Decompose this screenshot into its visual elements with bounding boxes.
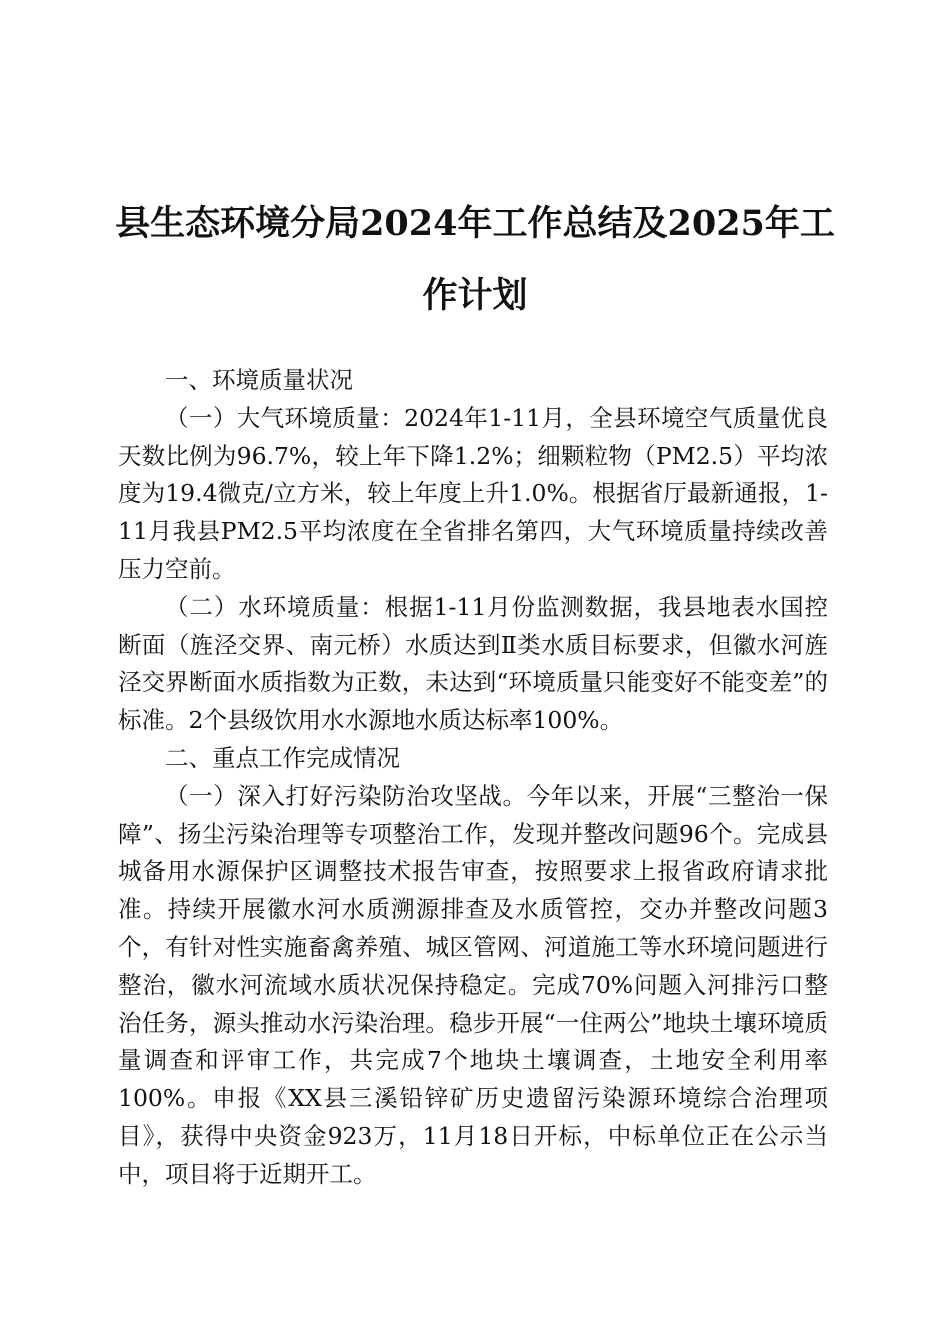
section-heading-key-work: 二、重点工作完成情况 [165,743,400,772]
document-body [118,362,828,1194]
paragraph-water-quality: （二）水环境质量：根据1-11月份监测数据，我县地表水国控断面（旌泾交界、南元桥）水质达到Ⅱ类水质目标要求，但徽水河旌泾交界断面水质指数为正数，未达到“环境质量只能变好不能变差”的标准。2个县级饮用水水源地水质达标率100%。 [118,592,828,735]
paragraph-pollution-prevention: （一）深入打好污染防治攻坚战。今年以来，开展“三整治一保障”、扬尘污染治理等专项整治工作，发现并整改问题96个。完成县城备用水源保护区调整技术报告审查，按照要求上报省政府请求批准。持续开展徽水河水质溯源排查及水质管控，交办并整改问题3个，有针对性实施畜禽养殖、城区管网、河道施工等水环境问题进行整治，徽水河流域水质状况保持稳定。完成70%问题入河排污口整治任务，源头推动水污染治理。稳步开展“一住两公”地块土壤环境质量调查和评审工作，共完成7个地块土壤调查，土地安全利用率100%。申报《XX县三溪铅锌矿历史遗留污染源环境综合治理项目》，获得中央资金923万，11月18日开标，中标单位正在公示当中，项目将于近期开工。 [118,781,828,1188]
document-title: 县生态环境分局2024年工作总结及2025年工作计划 [115,203,835,316]
paragraph-air-quality: （一）大气环境质量：2024年1-11月，全县环境空气质量优良天数比例为96.7%，较上年下降1.2%；细颗粒物（PM2.5）平均浓度为19.4微克/立方米，较上年度上升1.0%。根据省厅最新通报，1-11月我县PM2.5平均浓度在全省排名第四，大气环境质量持续改善压力空前。 [118,403,828,583]
section-heading-environment-quality: 一、环境质量状况 [165,366,353,394]
